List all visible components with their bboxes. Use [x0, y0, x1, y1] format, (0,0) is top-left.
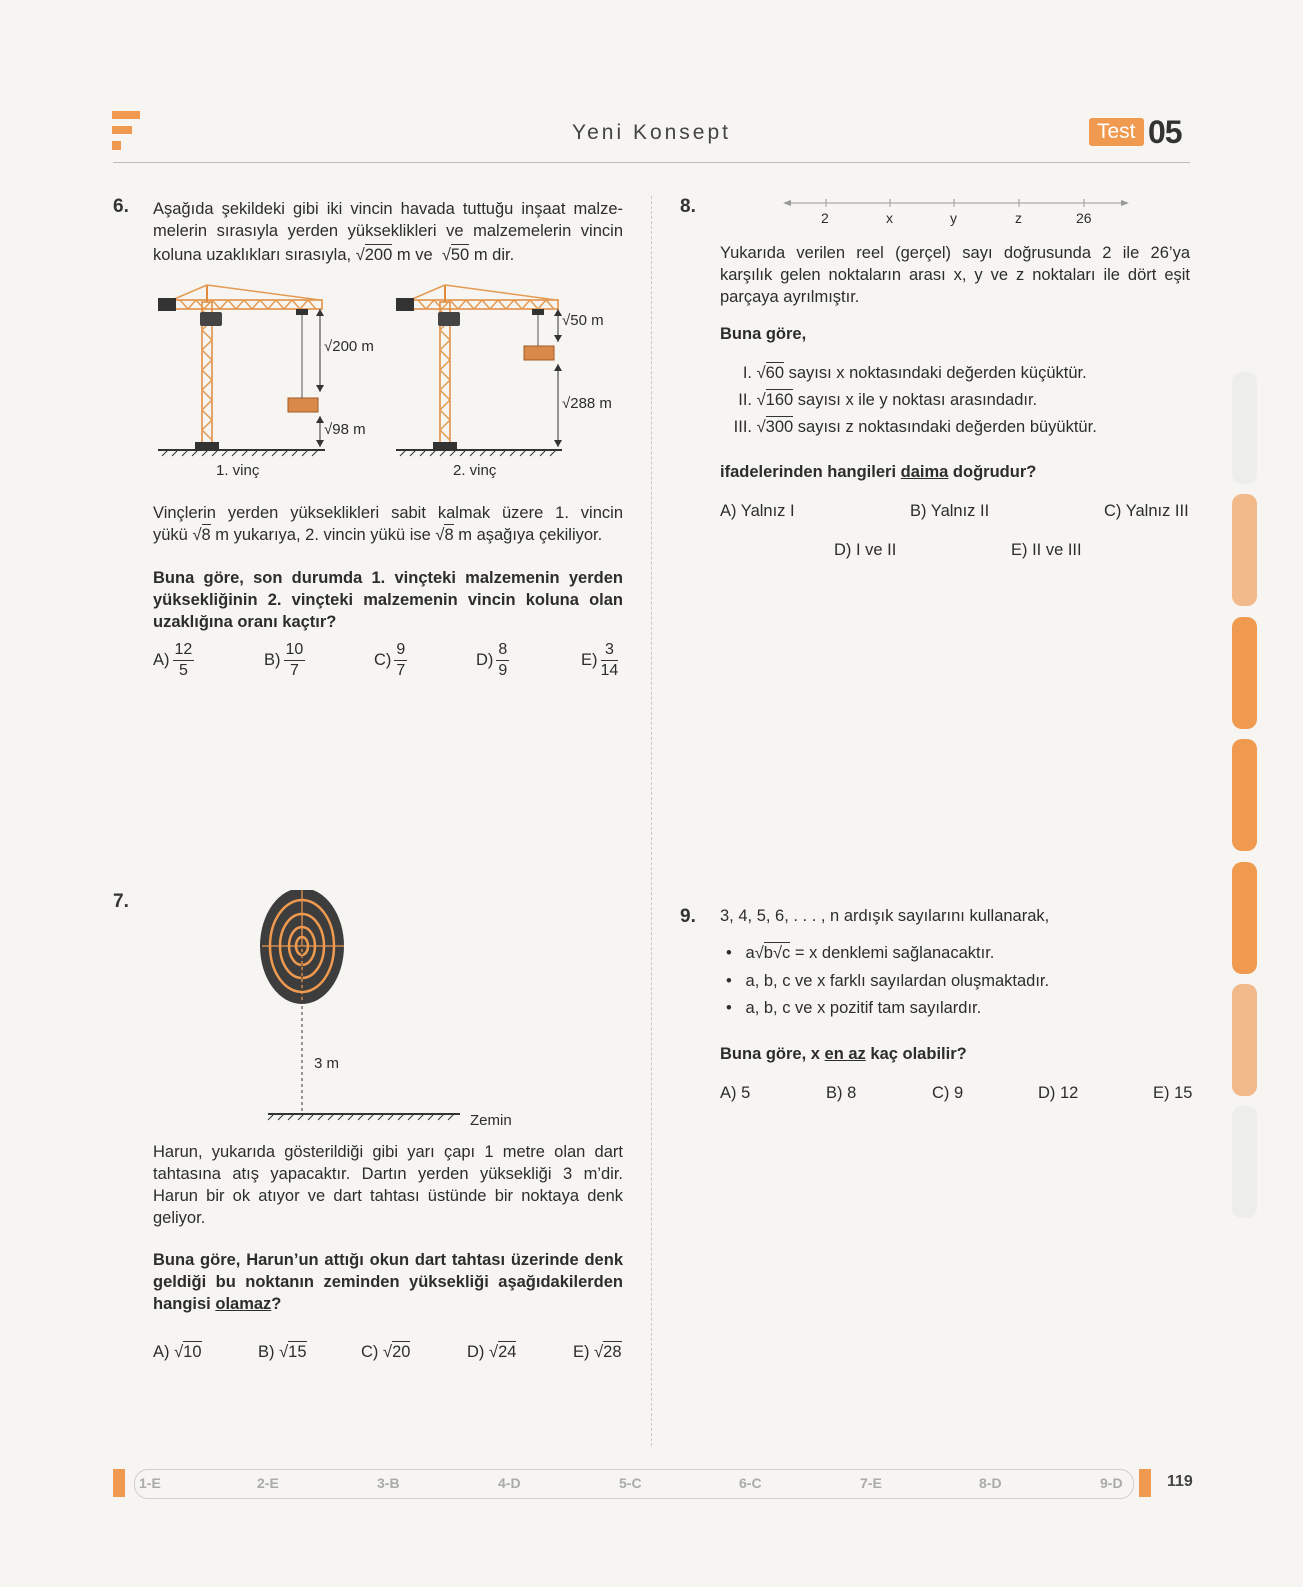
- answer-4: 4-D: [498, 1475, 521, 1491]
- header-rule: [113, 162, 1190, 163]
- label-crane-1: 1. vinç: [216, 462, 260, 479]
- label-200m: √200 m: [324, 338, 374, 355]
- q7-option-b[interactable]: B) √15: [258, 1343, 307, 1361]
- q7-option-c[interactable]: C) √20: [361, 1343, 411, 1361]
- q8-statement-1: I. √60 sayısı x noktasındaki değerden küçüktür.: [742, 364, 1087, 382]
- axis-label-y: y: [950, 210, 957, 226]
- q8-statement-3: III. √300 sayısı z noktasındaki değerden büyüktür.: [733, 418, 1097, 436]
- q6-option-e[interactable]: E) $\frac{3}{14}$: [581, 641, 619, 679]
- axis-label-2: 2: [821, 210, 829, 226]
- label-crane-2: 2. vinç: [453, 462, 497, 479]
- q6-intro: Aşağıda şekildeki gibi iki vincin havada tuttuğu inşaat malze- melerin sırasıyla yerden yükseklikleri ve malzemelerin vincin koluna uzaklıkları sırasıyla, √200 m ve √50 m dir.: [153, 200, 623, 264]
- q8-option-e[interactable]: E) II ve III: [1011, 541, 1082, 559]
- q6-number: 6.: [113, 196, 129, 217]
- label-98m: √98 m: [324, 421, 366, 438]
- q8-number: 8.: [680, 196, 696, 217]
- q8-option-c[interactable]: C) Yalnız III: [1104, 502, 1189, 520]
- q7-body: Harun, yukarıda gösterildiği gibi yarı çapı 1 metre olan dart tahtasına atış yapacaktır. Dartın yerden yüksekliği 3 m’dir. Harun bir ok atıyor ve dart tahtası üstünde bir noktaya denk geliyor.: [153, 1143, 623, 1227]
- q8-option-d[interactable]: D) I ve II: [834, 541, 897, 559]
- q8-option-a[interactable]: A) Yalnız I: [720, 502, 795, 520]
- q7-question: Buna göre, Harun’un attığı okun dart tahtası üzerinde denk geldiği bu noktanın zeminden yüksekliği aşağıdakilerden hangisi olamaz?: [153, 1251, 623, 1313]
- q6-option-b[interactable]: B) $\frac{10}{7}$: [264, 641, 304, 679]
- q9-option-e[interactable]: E) 15: [1153, 1084, 1193, 1102]
- side-tab-5[interactable]: [1232, 862, 1257, 974]
- test-number: 05: [1148, 114, 1182, 150]
- side-tab-2[interactable]: [1232, 494, 1257, 606]
- q6-option-c[interactable]: C) $\frac{9}{7}$: [374, 641, 406, 679]
- q7-option-e[interactable]: E) √28: [573, 1343, 622, 1361]
- q7-option-d[interactable]: D) √24: [467, 1343, 517, 1361]
- q8-lead: Buna göre,: [720, 325, 807, 343]
- answer-6: 6-C: [739, 1475, 762, 1491]
- q9-bullet-3: • a, b, c ve x pozitif tam sayılardır.: [726, 999, 982, 1017]
- footer-marker-left: [113, 1469, 125, 1497]
- page-number: 119: [1167, 1473, 1193, 1490]
- axis-label-26: 26: [1076, 210, 1092, 226]
- label-50m: √50 m: [562, 312, 604, 329]
- q6-option-a[interactable]: A) $\frac{12}{5}$: [153, 641, 193, 679]
- test-badge: Test: [1089, 118, 1144, 146]
- q6-question: Buna göre, son durumda 1. vinçteki malzemenin yerden yüksekliğinin 2. vinçteki malzemenin vincin koluna olan uzaklığına oranı kaçtır?: [153, 569, 623, 631]
- q6-body: Vinçlerin yerden yükseklikleri sabit kalmak üzere 1. vincin yükü √8 m yukarıya, 2. vincin yükü ise √8 m aşağıya çekiliyor.: [153, 504, 623, 544]
- q9-bullet-2: • a, b, c ve x farklı sayılardan oluşmaktadır.: [726, 972, 1050, 990]
- answer-3: 3-B: [377, 1475, 400, 1491]
- label-288m: √288 m: [562, 395, 612, 412]
- q7-number: 7.: [113, 891, 129, 912]
- column-divider: [651, 196, 652, 1446]
- label-ground: Zemin: [470, 1112, 512, 1129]
- side-tab-7[interactable]: [1232, 1106, 1257, 1218]
- answer-5: 5-C: [619, 1475, 642, 1491]
- q9-option-a[interactable]: A) 5: [720, 1084, 751, 1102]
- axis-label-z: z: [1015, 210, 1022, 226]
- page-title: Yeni Konsept: [572, 121, 731, 144]
- q8-question: ifadelerinden hangileri daima doğrudur?: [720, 463, 1037, 481]
- q8-statement-2: II. √160 sayısı x ile y noktası arasındadır.: [738, 391, 1038, 409]
- q8-option-b[interactable]: B) Yalnız II: [910, 502, 990, 520]
- crane-2: [410, 285, 558, 444]
- q8-body: Yukarıda verilen reel (gerçel) sayı doğrusunda 2 ile 26’ya karşılık gelen noktaların arası x, y ve z noktaları ile dört eşit parçaya ayrılmıştır.: [720, 244, 1190, 306]
- answer-9: 9-D: [1100, 1475, 1123, 1491]
- q9-option-c[interactable]: C) 9: [932, 1084, 964, 1102]
- answer-7: 7-E: [860, 1475, 882, 1491]
- q7-option-a[interactable]: A) √10: [153, 1343, 202, 1361]
- side-tab-1[interactable]: [1232, 372, 1257, 484]
- side-tab-4[interactable]: [1232, 739, 1257, 851]
- q9-option-b[interactable]: B) 8: [826, 1084, 857, 1102]
- q9-question: Buna göre, x en az kaç olabilir?: [720, 1045, 967, 1063]
- side-tab-6[interactable]: [1232, 984, 1257, 1096]
- dartboard-figure: [258, 890, 528, 1130]
- crane-1: [172, 285, 322, 444]
- q6-option-d[interactable]: D) $\frac{8}{9}$: [476, 641, 508, 679]
- crane-figure: [150, 280, 630, 490]
- answer-2: 2-E: [257, 1475, 279, 1491]
- answer-1: 1-E: [139, 1475, 161, 1491]
- side-tab-3[interactable]: [1232, 617, 1257, 729]
- q9-intro: 3, 4, 5, 6, . . . , n ardışık sayılarını kullanarak,: [720, 907, 1050, 925]
- axis-label-x: x: [886, 210, 893, 226]
- footer-marker-right: [1139, 1469, 1151, 1497]
- answer-8: 8-D: [979, 1475, 1002, 1491]
- q9-bullet-1: • a√b√c = x denklemi sağlanacaktır.: [726, 944, 995, 962]
- q9-option-d[interactable]: D) 12: [1038, 1084, 1079, 1102]
- q9-number: 9.: [680, 906, 696, 927]
- label-3m: 3 m: [314, 1055, 340, 1072]
